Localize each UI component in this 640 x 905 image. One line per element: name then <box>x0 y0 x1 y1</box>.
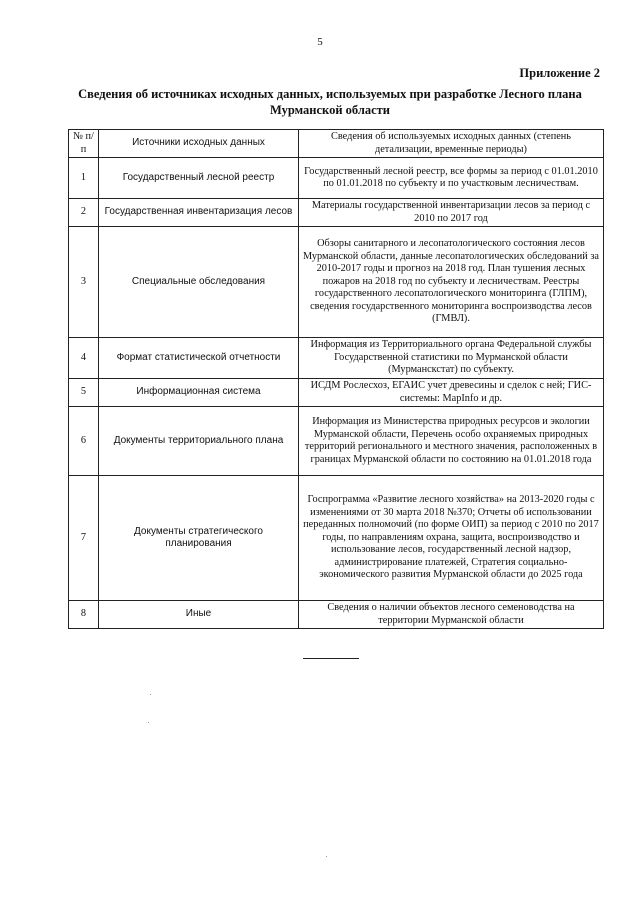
row-info: Госпрограмма «Развитие лесного хозяйства» на 2013-2020 годы с изменениями от 30 марта 2018 №370; Отчеты об использовании переданных полномочий (по форме ОИП) за период с 2010 по 2017 годы, по направлениям охрана, защита, воспроизводство и использование лесов, государственный лесной надзор, администрирование платежей, Стратегия социально-экономического развития Мурманской области до 2025 года <box>299 476 604 601</box>
header-source: Источники исходных данных <box>99 130 299 158</box>
document-title: Сведения об источниках исходных данных, используемых при разработке Лесного плана Мурманской области <box>78 87 582 117</box>
scan-speck <box>326 856 327 857</box>
row-source: Иные <box>99 601 299 629</box>
row-source: Специальные обследования <box>99 227 299 338</box>
row-info: Обзоры санитарного и лесопатологического состояния лесов Мурманской области, данные лесопатологических обследований за 2010-2017 годы и прогноз на 2018 год. План тушения лесных пожаров на 2018 год по субъекту и лесничествам. Реестры государственного лесопатологического мониторинга (ГЛПМ), сведения государственного мониторинга воспроизводства лесов (ГМВЛ). <box>299 227 604 338</box>
table-row <box>69 407 604 476</box>
row-num: 1 <box>69 158 99 199</box>
header-info: Сведения об используемых исходных данных (степень детализации, временные периоды) <box>299 130 604 158</box>
row-num: 6 <box>69 407 99 476</box>
row-source: Документы территориального плана <box>99 407 299 476</box>
table-row <box>69 158 604 199</box>
table-row <box>69 338 604 379</box>
row-info: Государственный лесной реестр, все формы за период с 01.01.2010 по 01.01.2018 по субъекту и по участковым лесничествам. <box>299 158 604 199</box>
table-row <box>69 379 604 407</box>
row-info: ИСДМ Рослесхоз, ЕГАИС учет древесины и сделок с ней; ГИС-системы: MapInfo и др. <box>299 379 604 407</box>
footnote-divider <box>303 658 359 659</box>
row-info: Информация из Территориального органа Федеральной службы Государственной статистики по Мурманской области (Мурманскстат) по субъекту. <box>299 338 604 379</box>
table-header-row <box>69 130 604 158</box>
header-num: № п/п <box>69 130 99 158</box>
row-num: 8 <box>69 601 99 629</box>
row-info: Сведения о наличии объектов лесного семеноводства на территории Мурманской области <box>299 601 604 629</box>
row-source: Информационная система <box>99 379 299 407</box>
row-num: 2 <box>69 199 99 227</box>
table-row <box>69 227 604 338</box>
row-num: 5 <box>69 379 99 407</box>
row-num: 4 <box>69 338 99 379</box>
row-info: Информация из Министерства природных ресурсов и экологии Мурманской области, Перечень особо охраняемых природных территорий регионального и местного значения, расположенных в границах Мурманской области по состоянию на 01.01.2018 года <box>299 407 604 476</box>
row-source: Формат статистической отчетности <box>99 338 299 379</box>
row-num: 7 <box>69 476 99 601</box>
scan-speck <box>148 722 149 723</box>
sources-table <box>68 129 604 629</box>
row-source: Государственный лесной реестр <box>99 158 299 199</box>
row-source: Документы стратегического планирования <box>99 476 299 601</box>
row-num: 3 <box>69 227 99 338</box>
row-info: Материалы государственной инвентаризации лесов за период с 2010 по 2017 год <box>299 199 604 227</box>
row-source: Государственная инвентаризация лесов <box>99 199 299 227</box>
page-number: 5 <box>317 36 323 48</box>
appendix-label: Приложение 2 <box>519 66 600 80</box>
table-row <box>69 601 604 629</box>
scan-speck <box>150 694 151 695</box>
table-row <box>69 476 604 601</box>
table-row <box>69 199 604 227</box>
